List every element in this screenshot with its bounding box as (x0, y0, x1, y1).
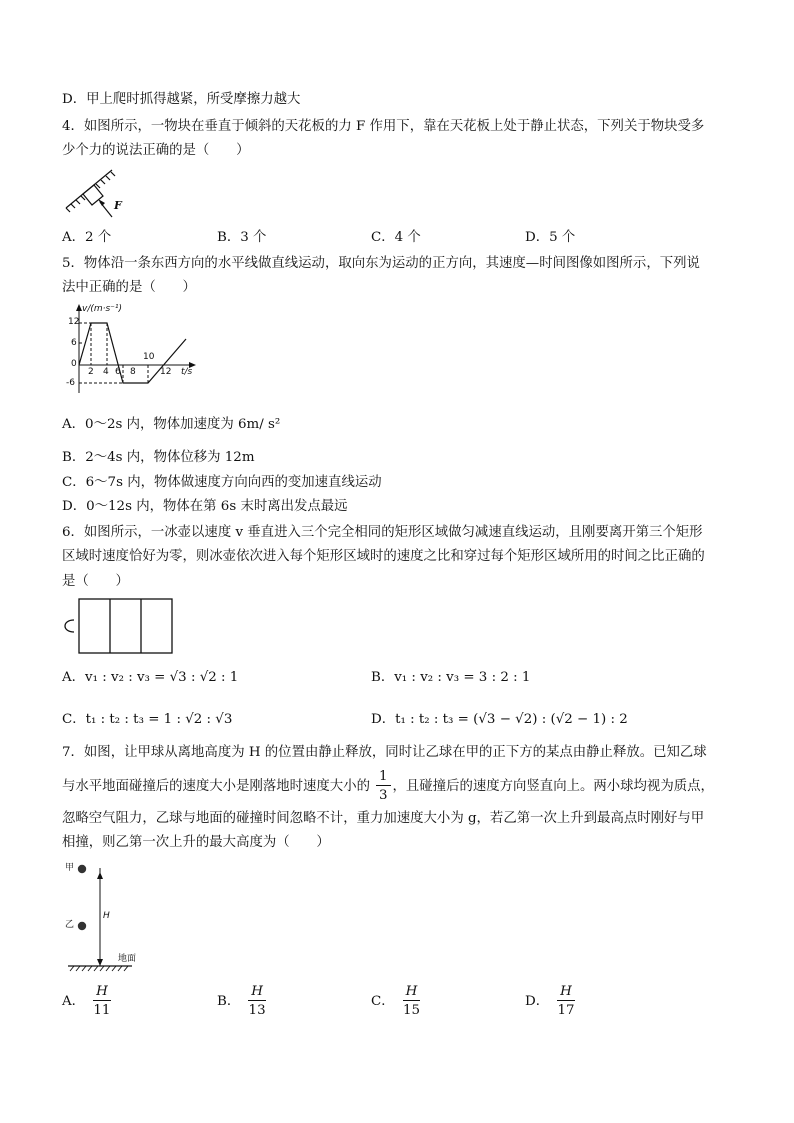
q7-stem-line3: 忽略空气阻力，乙球与地面的碰撞时间忽略不计，重力加速度大小为 g，若乙第一次上升到最高点时刚好与甲 (62, 811, 705, 826)
q4-option-a: A．2 个 (62, 230, 112, 245)
ball-jia (78, 865, 86, 873)
q5-ytick-6: 6 (71, 338, 77, 348)
q4-stem-line2: 少个力的说法正确的是（ ） (62, 143, 250, 158)
q5-xlabel: t/s (181, 367, 193, 377)
q6-stem-line3: 是（ ） (62, 574, 129, 589)
option-fraction: $\frac{H}{13}$ (248, 984, 266, 1019)
q7-option-c (371, 985, 420, 1018)
curling-stone-icon (65, 620, 74, 632)
q6-stem-line1: 6．如图所示，一冰壶以速度 v 垂直进入三个完全相同的矩形区域做匀减速直线运动，且刚要离开第三个矩形 (62, 525, 703, 540)
q7-label-h: H (103, 911, 110, 921)
three-rectangles (79, 599, 172, 653)
option-letter: A． (62, 993, 86, 1009)
option-fraction: $\frac{H}{11}$ (93, 984, 111, 1019)
q5-xtick-10: 10 (143, 352, 155, 362)
q5-ytick-neg6: -6 (66, 378, 75, 388)
q5-xtick-12: 12 (160, 367, 172, 377)
option-fraction: $\frac{H}{17}$ (557, 984, 575, 1019)
q4-option-c: C．4 个 (371, 230, 421, 245)
q5-xtick-2: 2 (88, 367, 94, 377)
q7-label-yi: 乙 (65, 920, 75, 930)
q7-option-d (525, 985, 575, 1018)
option-letter: D． (525, 993, 550, 1009)
q7-stem-line2-start: 与水平地面碰撞后的速度大小是刚落地时速度大小的 (62, 778, 370, 794)
ball-yi (78, 922, 86, 930)
q5-xtick-4: 4 (103, 367, 109, 377)
q7-option-b (217, 985, 266, 1018)
q7-label-jia: 甲 (65, 863, 75, 873)
q5-stem-line2: 法中正确的是（ ） (62, 280, 196, 295)
q6-option-b: B．v₁ : v₂ : v₃ = 3 : 2 : 1 (371, 670, 531, 685)
q5-option-d: D．0～12s 内，物体在第 6s 末时离出发点最远 (62, 499, 348, 514)
q5-option-b: B．2～4s 内，物体位移为 12m (62, 450, 255, 465)
q6-option-d: D．t₁ : t₂ : t₃ = (√3 − √2) : (√2 − 1) : 2 (371, 712, 628, 727)
q6-option-a: A．v₁ : v₂ : v₃ = √3 : √2 : 1 (62, 670, 239, 685)
force-arrowhead (98, 199, 105, 206)
q5-option-a: A．0～2s 内，物体加速度为 6m/ s² (62, 417, 281, 432)
q4-option-b: B．3 个 (217, 230, 267, 245)
q5-ylabel: v/(m·s⁻¹) (82, 304, 123, 314)
option-fraction: $\frac{H}{15}$ (402, 984, 420, 1019)
q4-stem-line1: 4．如图所示，一物块在垂直于倾斜的天花板的力 F 作用下，靠在天花板上处于静止状态，下列关于物块受多 (62, 119, 705, 134)
q5-xtick-8: 8 (130, 367, 136, 377)
q7-stem-line2-end: ，且碰撞后的速度方向竖直向上。两小球均视为质点， (392, 778, 714, 794)
prev-option-d: D．甲上爬时抓得越紧，所受摩擦力越大 (62, 92, 301, 107)
q7-figure (62, 860, 172, 975)
q5-option-c: C．6～7s 内，物体做速度方向向西的变加速直线运动 (62, 475, 382, 490)
q4-force-label: F (114, 199, 122, 212)
height-arrow-down (97, 959, 103, 966)
q5-vt-graph (62, 303, 202, 398)
height-arrow-up (97, 872, 103, 879)
q4-option-d: D．5 个 (525, 230, 576, 245)
q5-xtick-6: 6 (115, 367, 121, 377)
q4-figure (62, 164, 132, 226)
option-letter: C． (371, 993, 395, 1009)
q7-stem-line1: 7．如图，让甲球从离地高度为 H 的位置由静止释放，同时让乙球在甲的正下方的某点由静止释放。已知乙球 (62, 745, 707, 760)
option-letter: B． (217, 993, 241, 1009)
q5-stem-line1: 5．物体沿一条东西方向的水平线做直线运动，取向东为运动的正方向，其速度—时间图像如图所示，下列说 (62, 256, 700, 271)
q6-stem-line2: 区域时速度恰好为零，则冰壶依次进入每个矩形区域时的速度之比和穿过每个矩形区域所用的时间之比正确的 (62, 549, 705, 564)
q5-ytick-0: 0 (71, 359, 77, 369)
q7-label-ground: 地面 (118, 954, 137, 964)
q6-option-c: C．t₁ : t₂ : t₃ = 1 : √2 : √3 (62, 712, 233, 727)
q7-inline-fraction: $\frac{1}{3}$ (376, 770, 391, 803)
q7-stem-line2 (62, 770, 714, 803)
q6-rectangles-figure (62, 596, 176, 658)
q7-option-a (62, 985, 111, 1018)
q7-stem-line4: 相撞，则乙第一次上升的最大高度为（ ） (62, 835, 330, 850)
q5-ytick-12: 12 (68, 317, 80, 327)
